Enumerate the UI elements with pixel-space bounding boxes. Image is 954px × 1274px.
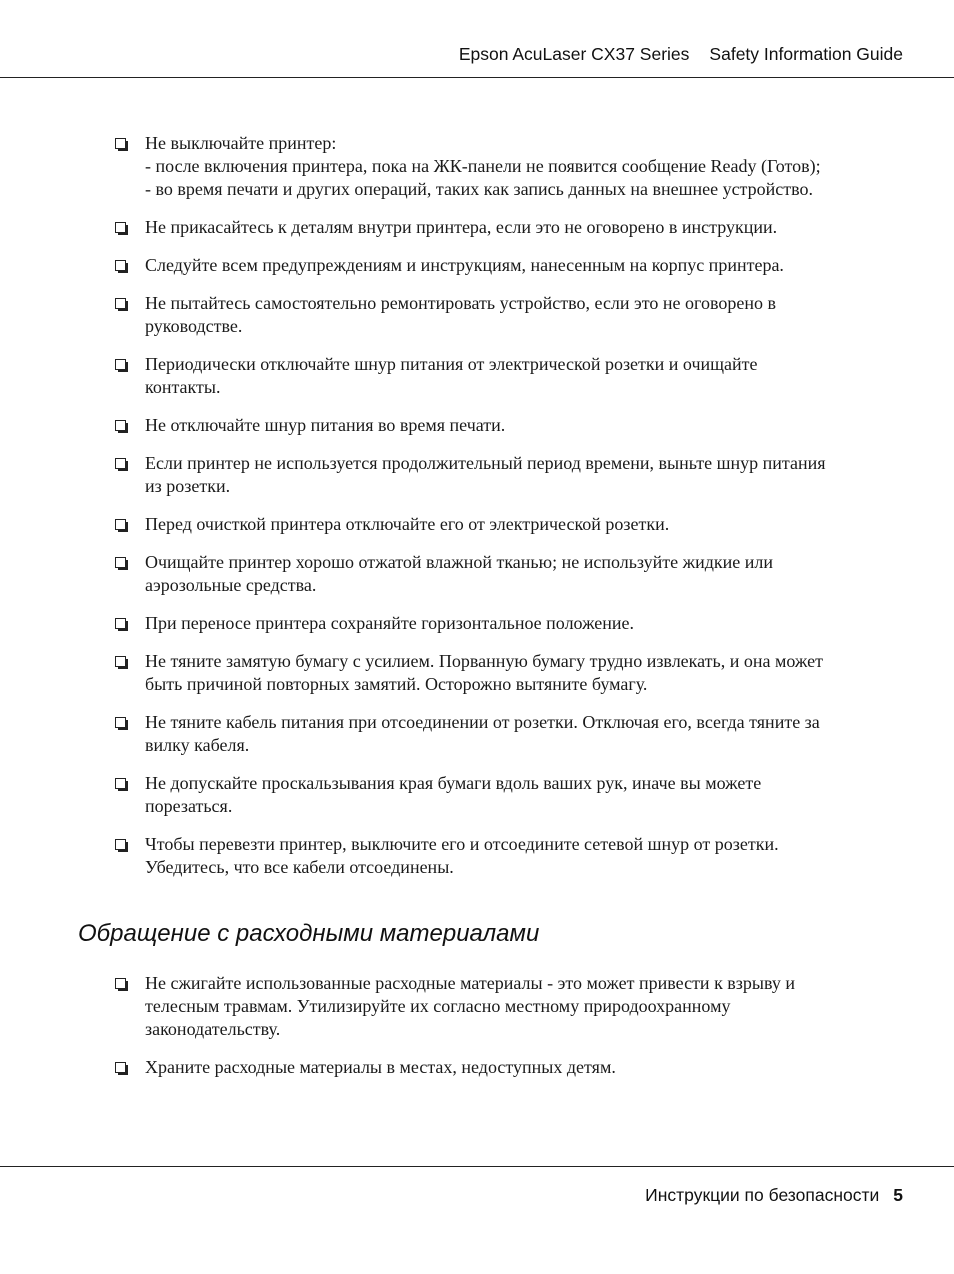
list-item-text: Не сжигайте использованные расходные материалы - это может привести к взрыву и: [145, 973, 796, 993]
checkbox-bullet-icon: [115, 656, 126, 667]
list-item-text: Очищайте принтер хорошо отжатой влажной тканью; не используйте жидкие или: [145, 552, 773, 572]
page-footer: [645, 1185, 903, 1206]
checkbox-bullet-icon: [115, 359, 126, 370]
checkbox-bullet-icon: [115, 1062, 126, 1073]
header-product: Epson AcuLaser CX37 Series: [458, 44, 690, 64]
list-item: [0, 1056, 954, 1079]
list-item-text: телесным травмам. Утилизируйте их согласно местному природоохранному: [145, 996, 731, 1016]
checkbox-bullet-icon: [115, 138, 126, 149]
list-item-text: руководстве.: [145, 316, 243, 336]
list-item-text: контакты.: [145, 377, 221, 397]
safety-list: [0, 132, 954, 894]
consumables-list: [0, 972, 954, 1094]
checkbox-bullet-icon: [115, 222, 126, 233]
list-item: [0, 452, 954, 498]
list-item-text: Не отключайте шнур питания во время печати.: [145, 415, 506, 435]
list-item: [0, 612, 954, 635]
list-item-text: Не тяните кабель питания при отсоединении от розетки. Отключая его, всегда тяните за: [145, 712, 820, 732]
list-item-text: Периодически отключайте шнур питания от электрической розетки и очищайте: [145, 354, 758, 374]
page-header: [459, 44, 903, 65]
footer-divider: [0, 1166, 954, 1167]
checkbox-bullet-icon: [115, 298, 126, 309]
checkbox-bullet-icon: [115, 778, 126, 789]
list-item-text: - во время печати и других операций, таких как запись данных на внешнее устройство.: [145, 179, 814, 199]
list-item-text: порезаться.: [145, 796, 233, 816]
list-item-text: законодательству.: [145, 1019, 281, 1039]
list-item-text: аэрозольные средства.: [145, 575, 317, 595]
header-guide-title: Safety Information Guide: [709, 44, 903, 64]
checkbox-bullet-icon: [115, 978, 126, 989]
list-item-text: При переносе принтера сохраняйте горизонтальное положение.: [145, 613, 635, 633]
list-item: [0, 254, 954, 277]
list-item-text: Не прикасайтесь к деталям внутри принтера, если это не оговорено в инструкции.: [145, 217, 778, 237]
list-item-text: Перед очисткой принтера отключайте его от электрической розетки.: [145, 514, 670, 534]
page-number: 5: [893, 1185, 903, 1205]
list-item-text: из розетки.: [145, 476, 231, 496]
list-item: [0, 132, 954, 201]
list-item: [0, 513, 954, 536]
list-item-text: Не допускайте проскальзывания края бумаги вдоль ваших рук, иначе вы можете: [145, 773, 762, 793]
checkbox-bullet-icon: [115, 519, 126, 530]
list-item: [0, 833, 954, 879]
list-item-text: Убедитесь, что все кабели отсоединены.: [145, 857, 454, 877]
list-item-text: - после включения принтера, пока на ЖК-панели не появится сообщение Ready (Готов);: [145, 156, 821, 176]
checkbox-bullet-icon: [115, 260, 126, 271]
section-heading: Обращение с расходными материалами: [78, 920, 540, 947]
list-item-text: Не тяните замятую бумагу с усилием. Порванную бумагу трудно извлекать, и она может: [145, 651, 823, 671]
footer-section-title: Инструкции по безопасности: [645, 1185, 880, 1205]
list-item: [0, 216, 954, 239]
list-item: [0, 772, 954, 818]
list-item: [0, 292, 954, 338]
list-item-text: Чтобы перевезти принтер, выключите его и отсоедините сетевой шнур от розетки.: [145, 834, 779, 854]
checkbox-bullet-icon: [115, 839, 126, 850]
list-item: [0, 711, 954, 757]
list-item-text: Храните расходные материалы в местах, недоступных детям.: [145, 1057, 616, 1077]
list-item: [0, 972, 954, 1041]
checkbox-bullet-icon: [115, 458, 126, 469]
list-item: [0, 353, 954, 399]
list-item: [0, 650, 954, 696]
list-item-text: быть причиной повторных замятий. Осторожно вытяните бумагу.: [145, 674, 648, 694]
checkbox-bullet-icon: [115, 717, 126, 728]
checkbox-bullet-icon: [115, 420, 126, 431]
list-item-text: Не пытайтесь самостоятельно ремонтировать устройство, если это не оговорено в: [145, 293, 776, 313]
list-item-text: Не выключайте принтер:: [145, 133, 337, 153]
list-item-text: вилку кабеля.: [145, 735, 250, 755]
checkbox-bullet-icon: [115, 557, 126, 568]
list-item: [0, 551, 954, 597]
list-item-text: Следуйте всем предупреждениям и инструкциям, нанесенным на корпус принтера.: [145, 255, 784, 275]
list-item: [0, 414, 954, 437]
checkbox-bullet-icon: [115, 618, 126, 629]
list-item-text: Если принтер не используется продолжительный период времени, выньте шнур питания: [145, 453, 826, 473]
header-divider: [0, 77, 954, 78]
